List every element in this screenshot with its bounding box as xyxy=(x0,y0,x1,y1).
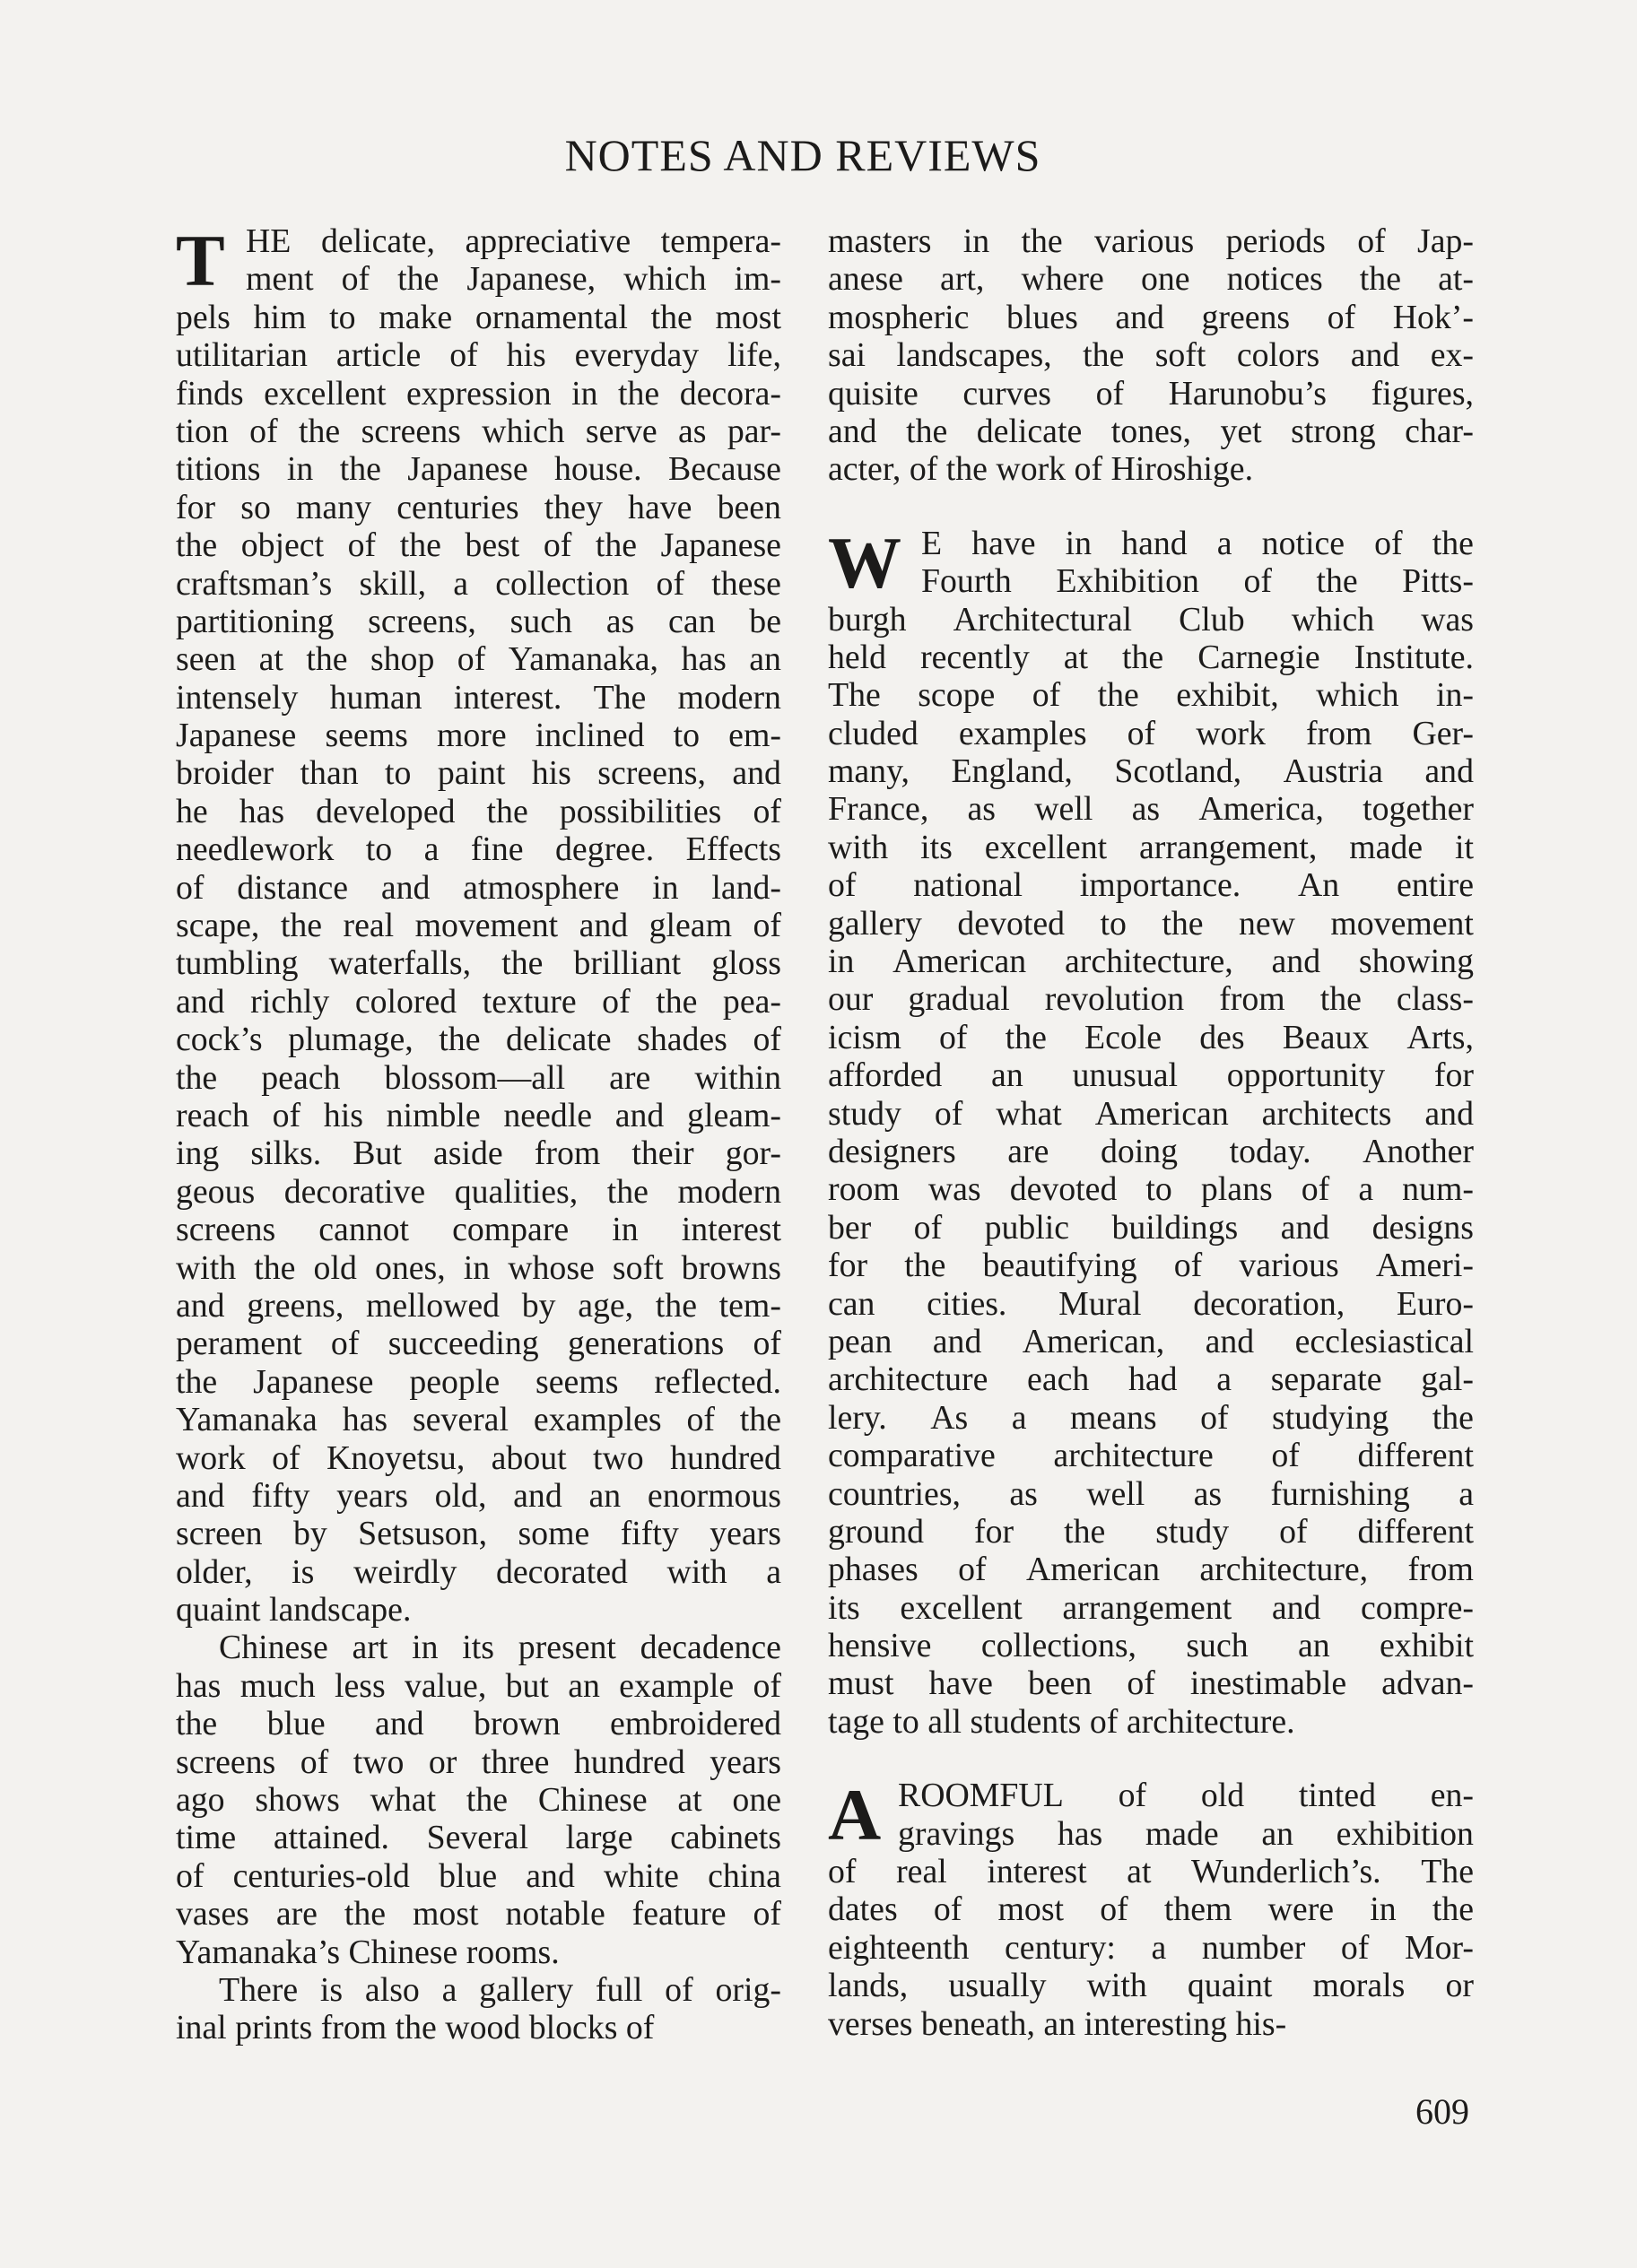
text-line: and richly colored texture of the pea- xyxy=(176,982,781,1021)
text-line: E have in hand a notice of the xyxy=(921,524,1474,562)
text-line: Japanese seems more inclined to em- xyxy=(176,717,781,755)
text-line: pels him to make ornamental the most xyxy=(176,298,781,336)
left-column xyxy=(176,222,781,2047)
text-line: ber of public buildings and designs xyxy=(828,1208,1474,1247)
text-line: HE delicate, appreciative tempera- xyxy=(246,222,781,260)
paragraph-spacer xyxy=(828,489,1474,525)
text-line: Yamanaka has several examples of the xyxy=(176,1401,781,1439)
text-line: France, as well as America, together xyxy=(828,790,1474,829)
text-line: Yamanaka’s Chinese rooms. xyxy=(176,1933,560,1971)
text-line: hensive collections, such an exhibit xyxy=(828,1627,1474,1665)
text-line: partitioning screens, such as can be xyxy=(176,602,781,640)
text-line: gallery devoted to the new movement xyxy=(828,904,1474,943)
text-line: countries, as well as furnishing a xyxy=(828,1474,1474,1513)
text-line: vases are the most notable feature of xyxy=(176,1895,781,1933)
text-line: in American architecture, and showing xyxy=(828,943,1474,981)
text-line: mospheric blues and greens of Hok’- xyxy=(828,298,1474,336)
text-line: scape, the real movement and gleam of xyxy=(176,907,781,945)
text-line: the object of the best of the Japanese xyxy=(176,526,781,565)
text-line: study of what American architects and xyxy=(828,1094,1474,1133)
text-line: sai landscapes, the soft colors and ex- xyxy=(828,336,1474,375)
text-line: architecture each had a separate gal- xyxy=(828,1360,1474,1399)
text-line: ment of the Japanese, which im- xyxy=(246,260,781,299)
text-line: of centuries-old blue and white china xyxy=(176,1856,781,1895)
drop-cap-a: A xyxy=(828,1774,882,1856)
text-line: for so many centuries they have been xyxy=(176,488,781,526)
text-line: of real interest at Wunderlich’s. The xyxy=(828,1853,1474,1891)
text-line: utilitarian article of his everyday life, xyxy=(176,336,781,375)
text-line: gravings has made an exhibition xyxy=(898,1814,1474,1853)
text-line: phases of American architecture, from xyxy=(828,1551,1474,1589)
text-line: ing silks. But aside from their gor- xyxy=(176,1134,781,1173)
text-line: intensely human interest. The modern xyxy=(176,678,781,717)
text-line: tumbling waterfalls, the brilliant gloss xyxy=(176,944,781,983)
paragraph-pittsburgh-exhibition xyxy=(828,521,1474,1742)
text-line: ROOMFUL of old tinted en- xyxy=(898,1777,1474,1815)
paragraph-wunderlich-engravings xyxy=(828,1774,1474,2043)
text-line: titions in the Japanese house. Because xyxy=(176,450,781,489)
text-line: with its excellent arrangement, made it xyxy=(828,828,1474,866)
text-line: its excellent arrangement and compre- xyxy=(828,1588,1474,1627)
paragraph-japanese-screens xyxy=(176,222,781,1629)
text-line: work of Knoyetsu, about two hundred xyxy=(176,1438,781,1477)
paragraph-masters xyxy=(828,222,1474,489)
text-line: and the delicate tones, yet strong char- xyxy=(828,412,1474,450)
text-line: eighteenth century: a number of Mor- xyxy=(828,1928,1474,1967)
text-line: comparative architecture of different xyxy=(828,1437,1474,1475)
text-line: tage to all students of architecture. xyxy=(828,1702,1295,1741)
text-line: quaint landscape. xyxy=(176,1591,412,1629)
text-line: with the old ones, in whose soft browns xyxy=(176,1248,781,1287)
text-line: older, is weirdly decorated with a xyxy=(176,1552,781,1591)
text-line: masters in the various periods of Jap- xyxy=(828,222,1474,260)
text-line: The scope of the exhibit, which in- xyxy=(828,676,1474,715)
text-line: There is also a gallery full of orig- xyxy=(219,1970,781,2009)
text-line: screen by Setsuson, some fifty years xyxy=(176,1515,781,1553)
text-line: acter, of the work of Hiroshige. xyxy=(828,450,1254,489)
text-line: seen at the shop of Yamanaka, has an xyxy=(176,640,781,679)
text-line: lery. As a means of studying the xyxy=(828,1398,1474,1437)
text-line: the Japanese people seems reflected. xyxy=(176,1362,781,1401)
text-line: held recently at the Carnegie Institute. xyxy=(828,638,1474,676)
drop-cap-w: W xyxy=(828,521,901,604)
text-line: anese art, where one notices the at- xyxy=(828,260,1474,299)
right-column xyxy=(828,222,1474,2043)
text-line: inal prints from the wood blocks of xyxy=(176,2009,655,2047)
paragraph-spacer xyxy=(828,1741,1474,1777)
text-line: Fourth Exhibition of the Pitts- xyxy=(921,562,1474,601)
text-line: finds excellent expression in the decora- xyxy=(176,374,781,413)
text-line: our gradual revolution from the class- xyxy=(828,980,1474,1019)
text-line: the peach blossom—all are within xyxy=(176,1058,781,1097)
page-heading: NOTES AND REVIEWS xyxy=(564,130,1041,180)
text-line: verses beneath, an interesting his- xyxy=(828,2004,1287,2043)
paragraph-gallery-prints xyxy=(176,1971,781,2047)
text-line: ago shows what the Chinese at one xyxy=(176,1781,781,1820)
text-line: broider than to paint his screens, and xyxy=(176,754,781,793)
text-line: needlework to a fine degree. Effects xyxy=(176,830,781,869)
text-line: ground for the study of different xyxy=(828,1512,1474,1551)
text-line: screens cannot compare in interest xyxy=(176,1211,781,1249)
text-line: afforded an unusual opportunity for xyxy=(828,1056,1474,1095)
text-line: the blue and brown embroidered xyxy=(176,1705,781,1743)
text-line: and fifty years old, and an enormous xyxy=(176,1476,781,1515)
text-line: for the beautifying of various Ameri- xyxy=(828,1247,1474,1285)
text-line: cluded examples of work from Ger- xyxy=(828,714,1474,752)
text-line: room was devoted to plans of a num- xyxy=(828,1170,1474,1209)
text-line: must have been of inestimable advan- xyxy=(828,1664,1474,1703)
text-line: quisite curves of Harunobu’s figures, xyxy=(828,374,1474,413)
text-line: of distance and atmosphere in land- xyxy=(176,868,781,907)
text-line: dates of most of them were in the xyxy=(828,1890,1474,1929)
text-line: craftsman’s skill, a collection of these xyxy=(176,564,781,603)
drop-cap-t: T xyxy=(176,220,225,301)
text-line: he has developed the possibilities of xyxy=(176,792,781,830)
text-line: pean and American, and ecclesiastical xyxy=(828,1322,1474,1360)
text-line: burgh Architectural Club which was xyxy=(828,600,1474,639)
paragraph-chinese-art xyxy=(176,1629,781,1971)
text-line: tion of the screens which serve as par- xyxy=(176,412,781,450)
text-line: cock’s plumage, the delicate shades of xyxy=(176,1021,781,1059)
text-line: lands, usually with quaint morals or xyxy=(828,1967,1474,2005)
text-line: time attained. Several large cabinets xyxy=(176,1819,781,1857)
text-line: Chinese art in its present decadence xyxy=(219,1629,781,1667)
text-line: perament of succeeding generations of xyxy=(176,1325,781,1363)
text-line: reach of his nimble needle and gleam- xyxy=(176,1096,781,1134)
text-line: of national importance. An entire xyxy=(828,866,1474,905)
page-number: 609 xyxy=(1415,2091,1469,2132)
text-line: icism of the Ecole des Beaux Arts, xyxy=(828,1018,1474,1056)
text-line: many, England, Scotland, Austria and xyxy=(828,752,1474,791)
text-line: and greens, mellowed by age, the tem- xyxy=(176,1286,781,1325)
text-line: designers are doing today. Another xyxy=(828,1132,1474,1170)
text-line: can cities. Mural decoration, Euro- xyxy=(828,1284,1474,1323)
text-line: has much less value, but an example of xyxy=(176,1666,781,1705)
text-line: screens of two or three hundred years xyxy=(176,1742,781,1781)
text-line: geous decorative qualities, the modern xyxy=(176,1172,781,1211)
